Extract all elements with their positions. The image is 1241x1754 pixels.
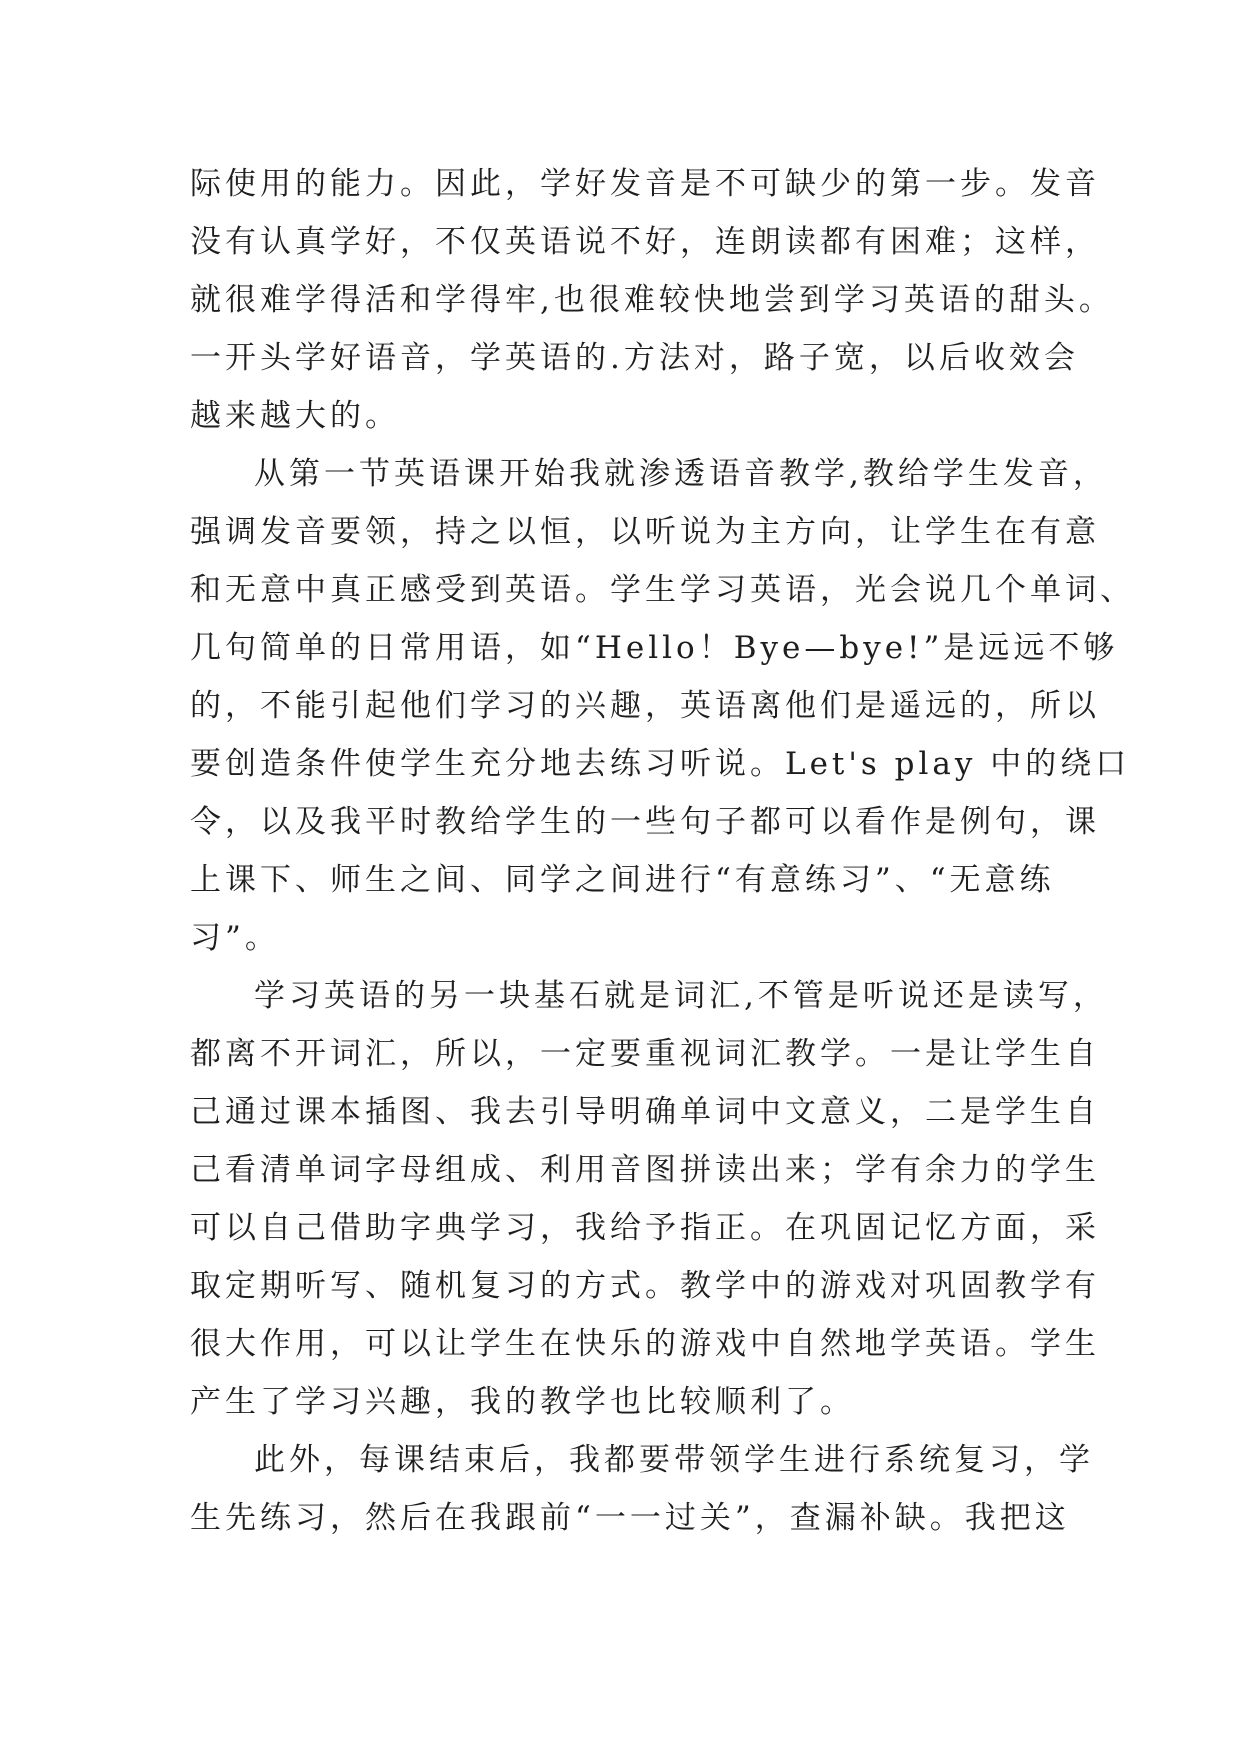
text-line: 可以自己借助字典学习，我给予指正。在巩固记忆方面，采: [190, 1210, 1100, 1246]
text-line: 际使用的能力。因此，学好发音是不可缺少的第一步。发音: [190, 166, 1100, 202]
text-line: 习”。: [190, 920, 280, 956]
text-line: 都离不开词汇，所以，一定要重视词汇教学。一是让学生自: [190, 1036, 1100, 1072]
text-line: 强调发音要领，持之以恒，以听说为主方向，让学生在有意: [190, 514, 1100, 550]
text-line: 要创造条件使学生充分地去练习听说。Let's play 中的绕口: [190, 746, 1131, 782]
text-line: 就很难学得活和学得牢,也很难较快地尝到学习英语的甜头。: [190, 282, 1114, 318]
text-line: 很大作用，可以让学生在快乐的游戏中自然地学英语。学生: [190, 1326, 1100, 1362]
text-line: 的，不能引起他们学习的兴趣，英语离他们是遥远的，所以: [190, 688, 1100, 724]
text-line: 越来越大的。: [190, 398, 400, 434]
text-line: 己看清单词字母组成、利用音图拼读出来；学有余力的学生: [190, 1152, 1100, 1188]
body-text: [190, 155, 1135, 1547]
text-line: 己通过课本插图、我去引导明确单词中文意义，二是学生自: [190, 1094, 1100, 1130]
paragraph-start-line: 从第一节英语课开始我就渗透语音教学,教给学生发音，: [254, 456, 1108, 492]
text-line: 生先练习，然后在我跟前“一一过关”，查漏补缺。我把这: [190, 1500, 1070, 1536]
text-line: 和无意中真正感受到英语。学生学习英语，光会说几个单词、: [190, 572, 1135, 608]
text-line: 上课下、师生之间、同学之间进行“有意练习”、“无意练: [190, 862, 1055, 898]
text-line: 没有认真学好，不仅英语说不好，连朗读都有困难；这样，: [190, 224, 1100, 260]
text-line: 一开头学好语音，学英语的.方法对，路子宽，以后收效会: [190, 340, 1079, 376]
text-line: 产生了学习兴趣，我的教学也比较顺利了。: [190, 1384, 855, 1420]
paragraph-start-line: 此外，每课结束后，我都要带领学生进行系统复习，学: [254, 1442, 1094, 1478]
text-line: 几句简单的日常用语，如“Hello！Bye—bye!”是远远不够: [190, 630, 1119, 666]
paragraph-start-line: 学习英语的另一块基石就是词汇,不管是听说还是读写，: [254, 978, 1108, 1014]
text-line: 取定期听写、随机复习的方式。教学中的游戏对巩固教学有: [190, 1268, 1100, 1304]
text-line: 令，以及我平时教给学生的一些句子都可以看作是例句，课: [190, 804, 1100, 840]
